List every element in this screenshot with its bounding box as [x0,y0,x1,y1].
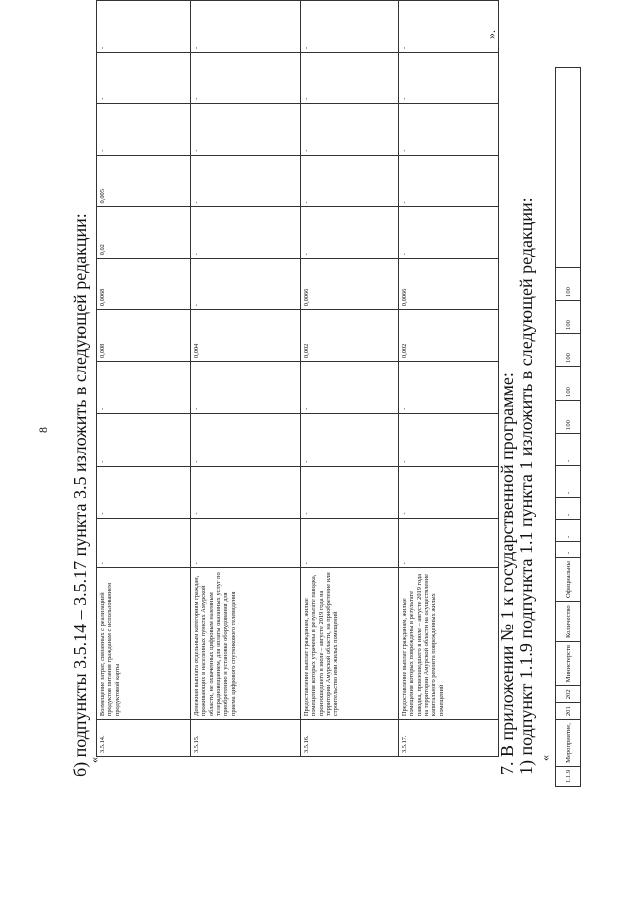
table-cell: - [301,155,399,207]
table-cell: - [191,1,301,53]
table-cell: - [97,52,191,103]
row-description: Предоставление выплат гражданам, жилые помещения которых повреждены в результате паводка, произошедшего в июле – августе 2019 года на территории Амурской области на осуществление капитального ремонта поврежденных жилых помещений [399,568,499,720]
table-cell: 0,005 [97,155,191,207]
table-cell: - [399,207,499,259]
table-cell: - [301,103,399,155]
table-cell: - [399,466,499,518]
row-number: 3.5.17. [399,720,499,757]
table-cell: - [399,518,499,568]
table-cell: Министерств [556,641,581,685]
table-cell: - [399,1,499,53]
table-cell: 0,008 [97,310,191,362]
quote-open: « [538,755,552,761]
row-description: Возмещение затрат, связанных с реализацией продуктов питания гражданам с использованием продуктовой карты [97,568,191,720]
table-cell: 202 [556,686,581,703]
table-cell: - [301,518,399,568]
table-cell: - [556,465,581,497]
table-cell: - [191,518,301,568]
table-cell: - [97,1,191,53]
table-cell: - [399,155,499,207]
table-cell: 0,002 [301,310,399,362]
table-row [556,67,581,786]
table-cell [556,67,581,267]
table-cell: - [191,207,301,259]
table-cell: - [556,497,581,519]
table-cell: - [191,103,301,155]
table-cell: - [556,519,581,541]
measures-table [96,0,499,757]
table-cell: - [191,155,301,207]
table-row [97,1,191,757]
table-cell: - [97,362,191,414]
table-cell: - [556,541,581,557]
table-cell: 0,002 [399,310,499,362]
table-cell: - [191,413,301,466]
program-row-1-1-9 [555,67,581,787]
table-cell: 100 [556,400,581,433]
table-cell: - [191,466,301,518]
table-cell: 100 [556,366,581,400]
table-cell: 100 [556,333,581,366]
table-cell: Мероприятие, [556,720,581,767]
row-number: 3.5.14. [97,720,191,757]
row-description: Предоставление выплат гражданам, жилые помещения которых утрачены в результате паводка, произошедшего в июле – августе 2019 года на территории Амурской области, на приобретение или строительство ими жилых помещений [301,568,399,720]
table-cell: Количество [556,601,581,641]
table-cell: 100 [556,300,581,333]
table-cell: Официальны [556,557,581,601]
table-row [301,1,399,757]
table-cell: 0,02 [97,207,191,259]
table-row [399,1,499,757]
table-cell: 1.1.9 [556,766,581,786]
table-cell: 100 [556,267,581,300]
table-cell: - [301,207,399,259]
table-cell: - [301,362,399,414]
table-cell: - [556,433,581,465]
table-cell: 0,004 [191,310,301,362]
quote-open: « [87,757,101,763]
table-cell: - [301,466,399,518]
quote-close: ». [484,30,498,39]
table-cell: - [399,52,499,103]
row-number: 3.5.16. [301,720,399,757]
table-cell: 0,0066 [399,259,499,310]
table-cell: - [97,518,191,568]
item7-heading: 7. В приложении № 1 к государственной программе: [497,372,517,775]
section-b-heading: б) подпункты 3.5.14 – 3.5.17 пункта 3.5 изложить в следующей редакции: [70,213,90,777]
table-cell: 0,0068 [97,259,191,310]
table-cell: 0,0066 [301,259,399,310]
table-cell: - [97,103,191,155]
table-cell: - [97,413,191,466]
table-cell: - [301,52,399,103]
table-cell: - [301,413,399,466]
row-number: 3.5.15. [191,720,301,757]
table-cell: - [191,362,301,414]
row-description: Денежная выплата отдельным категориям граждан, проживающих в населенных пунктах Амурской области, не охваченных цифровым наземным телерадиовещанием, для оплаты оказанных услуг по приобретению и установке оборудования для приема цифрового спутникового телевидения [191,568,301,720]
table-cell: - [399,413,499,466]
item7-subheading: 1) подпункт 1.1.9 подпункта 1.1 пункта 1 изложить в следующей редакции: [516,197,536,775]
table-cell: - [97,466,191,518]
page-number: 8 [36,427,50,433]
table-row [191,1,301,757]
table-cell: - [191,52,301,103]
table-cell: - [399,362,499,414]
table-cell: - [399,103,499,155]
table-cell: - [191,259,301,310]
table-cell: - [301,1,399,53]
table-cell: 201 [556,703,581,720]
